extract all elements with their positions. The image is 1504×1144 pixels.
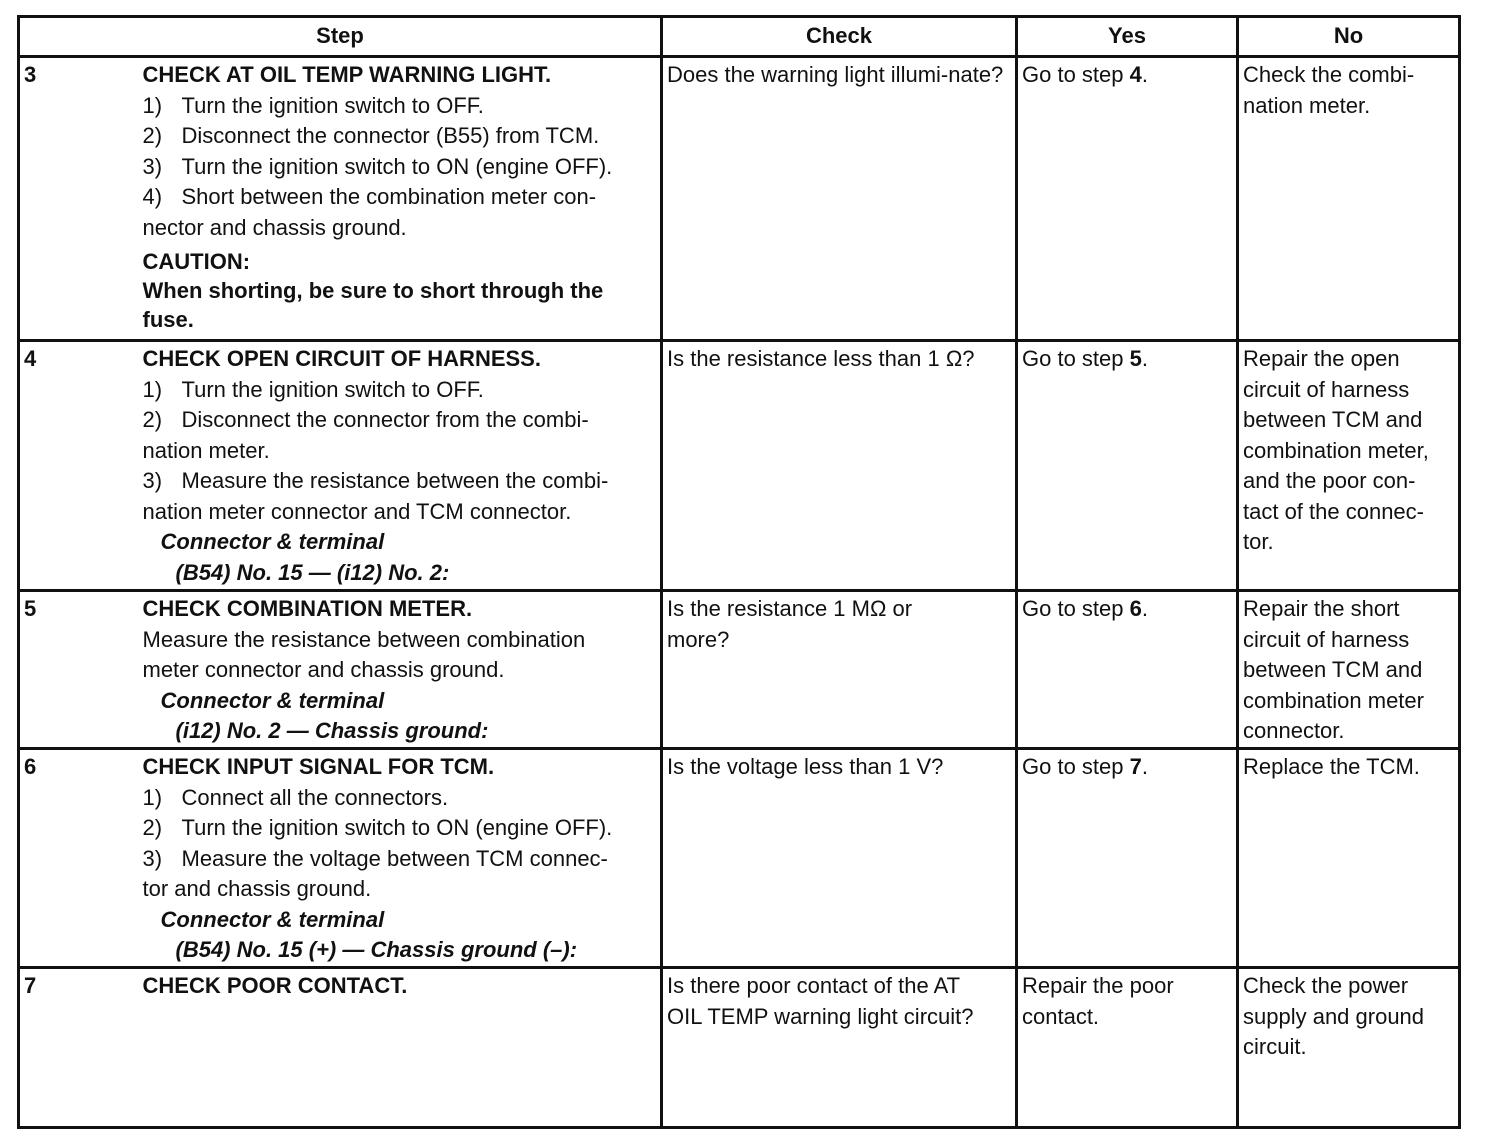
step-cell	[139, 968, 662, 1128]
substep-continuation: nector and chassis ground.	[142, 214, 407, 240]
substep	[143, 91, 657, 122]
table-row	[19, 341, 1460, 591]
step-cell	[139, 591, 662, 749]
substep-number: 4)	[142, 184, 163, 209]
no-line: Repair the short	[1243, 596, 1400, 621]
substep-text: Short between the combination meter con-	[181, 184, 597, 209]
yes-line: Repair the poor	[1022, 973, 1174, 998]
no-cell	[1238, 591, 1460, 749]
check-cell	[662, 591, 1017, 749]
table-row	[19, 57, 1460, 341]
substep-continuation: tor and chassis ground.	[142, 876, 372, 901]
body-line: Measure the resistance between combination	[142, 626, 586, 652]
substep-number: 2)	[142, 123, 163, 148]
yes-step-number: 7	[1129, 754, 1142, 779]
check-cell: Is the voltage less than 1 V?	[662, 749, 1017, 968]
substep-text: Measure the voltage between TCM connec-	[181, 845, 608, 871]
substep-number: 2)	[142, 407, 163, 432]
substep-number: 1)	[142, 784, 163, 810]
caution-label: CAUTION:	[142, 249, 251, 274]
substep	[143, 844, 657, 875]
substep	[143, 813, 657, 844]
step-cell	[139, 749, 662, 968]
substep	[143, 405, 657, 436]
connector-terminal-label: Connector & terminal	[160, 906, 385, 932]
substep-text: Disconnect the connector from the combi-	[181, 407, 589, 432]
header-check: Check	[662, 17, 1017, 57]
check-cell	[662, 968, 1017, 1128]
connector-terminal-label: Connector & terminal	[160, 529, 385, 554]
no-line: between TCM and	[1243, 407, 1423, 432]
yes-step-number: 4	[1129, 62, 1142, 87]
no-line: supply and ground	[1243, 1003, 1425, 1029]
step-title: CHECK COMBINATION METER.	[142, 596, 473, 621]
yes-step-number: 6	[1129, 596, 1142, 621]
connector-terminal-value: (B54) No. 15 — (i12) No. 2:	[175, 559, 450, 585]
header-yes: Yes	[1017, 17, 1238, 57]
substep-continuation: nation meter.	[142, 437, 270, 463]
substep-number: 3)	[142, 468, 163, 493]
no-line: combination meter,	[1243, 437, 1429, 463]
yes-suffix: .	[1141, 754, 1148, 779]
header-row	[19, 17, 1460, 57]
no-line: tact of the connec-	[1243, 498, 1424, 524]
table-row	[19, 968, 1460, 1128]
connector-terminal-value: (B54) No. 15 (+) — Chassis ground (–):	[175, 937, 578, 962]
yes-cell	[1017, 749, 1238, 968]
check-line: Is the resistance 1 MΩ or	[667, 596, 913, 621]
yes-step-number: 5	[1129, 346, 1142, 371]
no-line: Check the power	[1243, 973, 1409, 998]
substep-number: 2)	[142, 815, 163, 840]
step-cell	[139, 57, 662, 341]
no-line: between TCM and	[1243, 657, 1423, 682]
yes-cell	[1017, 968, 1238, 1128]
no-cell	[1238, 341, 1460, 591]
step-number: 5	[19, 591, 139, 749]
yes-text: Go to step	[1022, 596, 1130, 621]
no-line: circuit.	[1243, 1034, 1307, 1059]
no-line: Repair the open	[1243, 346, 1400, 371]
substep-text: Measure the resistance between the combi-	[181, 468, 609, 493]
body-line: meter connector and chassis ground.	[142, 657, 505, 682]
no-cell: Check the combi-nation meter.	[1238, 57, 1460, 341]
connector-terminal-label: Connector & terminal	[160, 687, 385, 713]
step-title: CHECK POOR CONTACT.	[142, 973, 408, 998]
yes-suffix: .	[1141, 596, 1148, 621]
yes-line: contact.	[1022, 1003, 1100, 1029]
yes-suffix: .	[1141, 346, 1148, 371]
yes-cell	[1017, 591, 1238, 749]
diagnostic-table	[17, 15, 1461, 1129]
substep-number: 1)	[142, 376, 163, 402]
table-row	[19, 591, 1460, 749]
yes-text: Go to step	[1022, 62, 1130, 87]
substep	[143, 466, 657, 497]
yes-cell	[1017, 57, 1238, 341]
substep-text: Turn the ignition switch to ON (engine OFF).	[181, 815, 613, 840]
step-number: 4	[19, 341, 139, 591]
step-title: CHECK INPUT SIGNAL FOR TCM.	[142, 754, 495, 779]
yes-suffix: .	[1141, 62, 1148, 87]
substep-text: Turn the ignition switch to OFF.	[181, 92, 484, 118]
step-title: CHECK OPEN CIRCUIT OF HARNESS.	[142, 346, 541, 371]
step-title: CHECK AT OIL TEMP WARNING LIGHT.	[142, 62, 552, 87]
check-cell: Is the resistance less than 1 Ω?	[662, 341, 1017, 591]
check-line: Is there poor contact of the AT	[667, 973, 961, 998]
header-step: Step	[19, 17, 662, 57]
check-line: OIL TEMP warning light circuit?	[667, 1003, 974, 1029]
no-line: and the poor con-	[1243, 468, 1416, 493]
no-cell: Replace the TCM.	[1238, 749, 1460, 968]
step-number: 6	[19, 749, 139, 968]
check-line: more?	[667, 626, 730, 652]
substep-continuation: nation meter connector and TCM connector.	[142, 498, 572, 524]
substep-number: 1)	[142, 92, 163, 118]
header-no: No	[1238, 17, 1460, 57]
no-line: connector.	[1243, 718, 1345, 743]
step-number: 7	[19, 968, 139, 1128]
no-line: tor.	[1243, 529, 1274, 554]
substep-text: Turn the ignition switch to OFF.	[181, 376, 484, 402]
substep	[143, 375, 657, 406]
substep-text: Turn the ignition switch to ON (engine OFF).	[181, 153, 613, 179]
no-line: circuit of harness	[1243, 376, 1410, 402]
yes-cell	[1017, 341, 1238, 591]
yes-text: Go to step	[1022, 346, 1130, 371]
substep	[143, 121, 657, 152]
step-cell	[139, 341, 662, 591]
substep	[143, 182, 657, 213]
check-cell: Does the warning light illumi-nate?	[662, 57, 1017, 341]
step-number: 3	[19, 57, 139, 341]
no-line: circuit of harness	[1243, 626, 1410, 652]
substep-text: Disconnect the connector (B55) from TCM.	[181, 123, 600, 148]
substep-number: 3)	[142, 845, 163, 871]
caution-text: When shorting, be sure to short through the fuse.	[142, 278, 604, 332]
no-line: combination meter	[1243, 687, 1424, 713]
yes-text: Go to step	[1022, 754, 1130, 779]
substep-number: 3)	[142, 153, 163, 179]
table-row	[19, 749, 1460, 968]
substep	[143, 152, 657, 183]
no-cell	[1238, 968, 1460, 1128]
substep-text: Connect all the connectors.	[181, 784, 449, 810]
connector-terminal-value: (i12) No. 2 — Chassis ground:	[175, 718, 489, 743]
substep	[143, 783, 657, 814]
